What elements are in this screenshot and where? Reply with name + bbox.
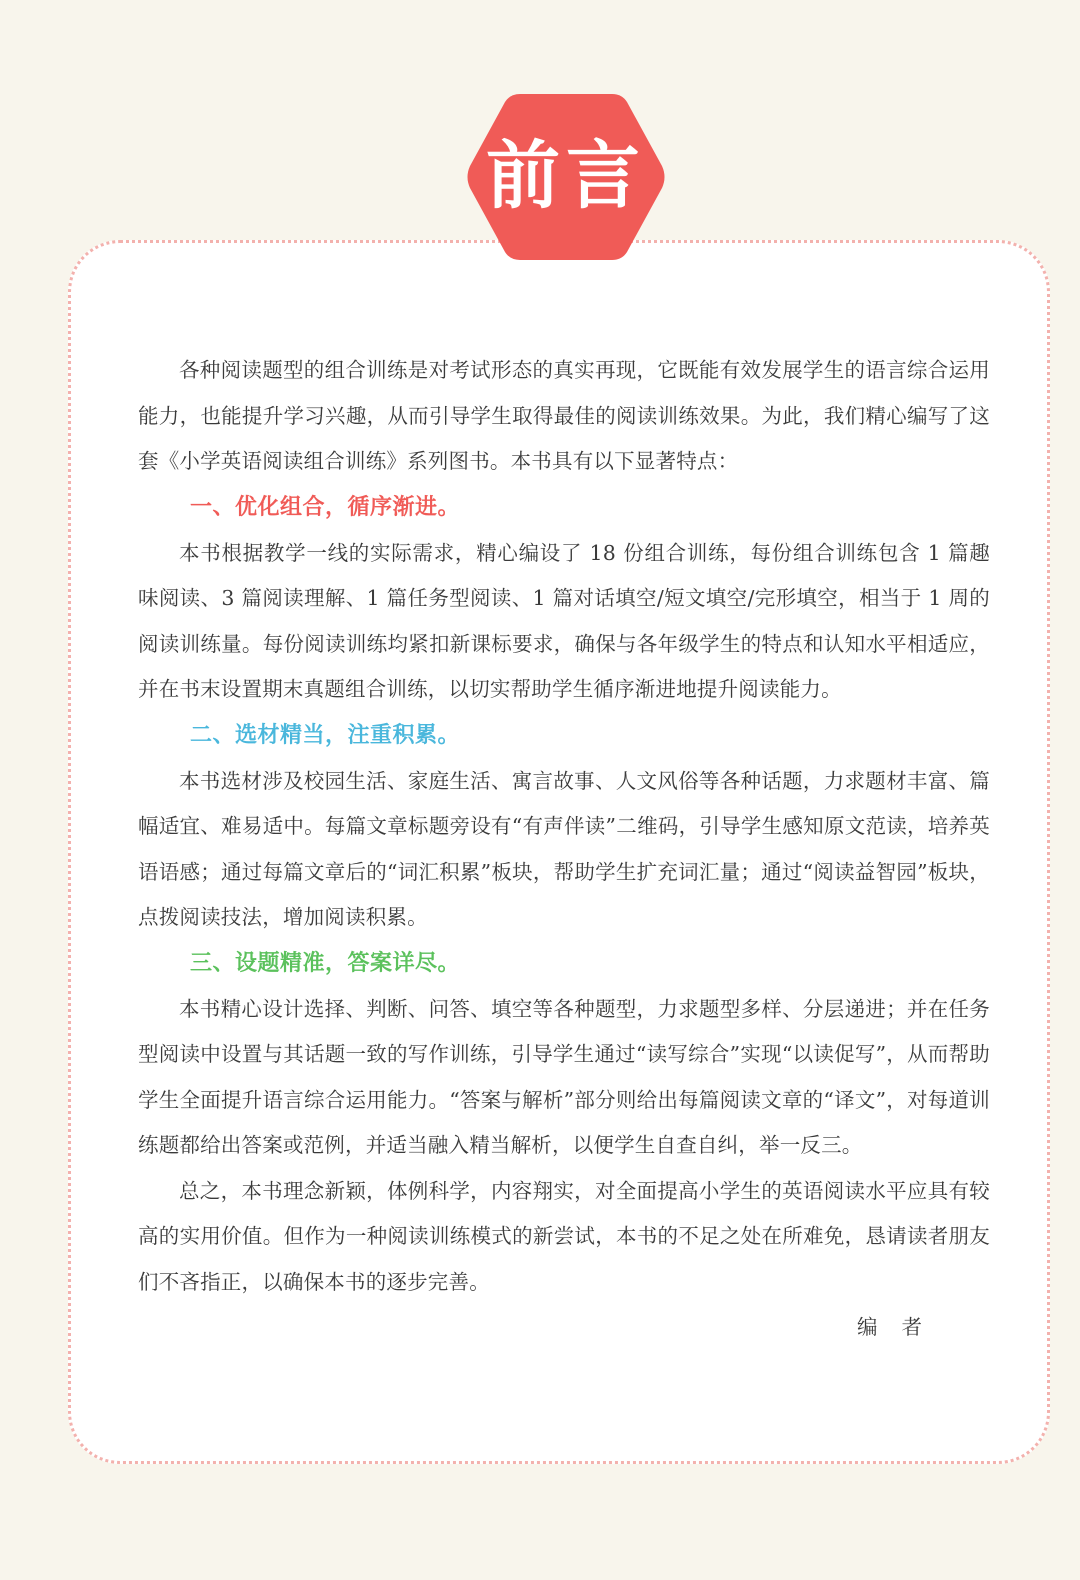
section-body-1: 本书根据教学一线的实际需求，精心编设了 18 份组合训练，每份组合训练包含 1 篇趣味阅读、3 篇阅读理解、1 篇任务型阅读、1 篇对话填空/短文填空/完形填空，相当于 1 周的阅读训练量。每份阅读训练均紧扣新课标要求，确保与各年级学生的特点和认知水平相适应，并在书末设置期末真题组合训练，以切实帮助学生循序渐进地提升阅读能力。 bbox=[138, 540, 990, 701]
signature: 编者 bbox=[857, 1315, 946, 1339]
preface-content bbox=[138, 348, 990, 1351]
intro-paragraph: 各种阅读题型的组合训练是对考试形态的真实再现，它既能有效发展学生的语言综合运用能力，也能提升学习兴趣，从而引导学生取得最佳的阅读训练效果。为此，我们精心编写了这套《小学英语阅读组合训练》系列图书。本书具有以下显著特点： bbox=[138, 358, 990, 473]
section-heading-1: 一、优化组合，循序渐进。 bbox=[190, 494, 461, 520]
section-heading-2: 二、选材精当，注重积累。 bbox=[190, 722, 461, 748]
section-heading-3: 三、设题精准，答案详尽。 bbox=[190, 950, 461, 976]
section-body-2: 本书选材涉及校园生活、家庭生活、寓言故事、人文风俗等各种话题，力求题材丰富、篇幅适宜、难易适中。每篇文章标题旁设有“有声伴读”二维码，引导学生感知原文范读，培养英语语感；通过每篇文章后的“词汇积累”板块，帮助学生扩充词汇量；通过“阅读益智园”板块，点拨阅读技法，增加阅读积累。 bbox=[138, 768, 990, 929]
page-title: 前言 bbox=[486, 133, 646, 219]
conclusion-paragraph: 总之，本书理念新颖，体例科学，内容翔实，对全面提高小学生的英语阅读水平应具有较高的实用价值。但作为一种阅读训练模式的新尝试，本书的不足之处在所难免，恳请读者朋友们不吝指正，以确保本书的逐步完善。 bbox=[138, 1178, 990, 1294]
section-body-3: 本书精心设计选择、判断、问答、填空等各种题型，力求题型多样、分层递进；并在任务型阅读中设置与其话题一致的写作训练，引导学生通过“读写综合”实现“以读促写”，从而帮助学生全面提升语言综合运用能力。“答案与解析”部分则给出每篇阅读文章的“译文”，对每道训练题都给出答案或范例，并适当融入精当解析，以便学生自查自纠，举一反三。 bbox=[138, 996, 990, 1157]
